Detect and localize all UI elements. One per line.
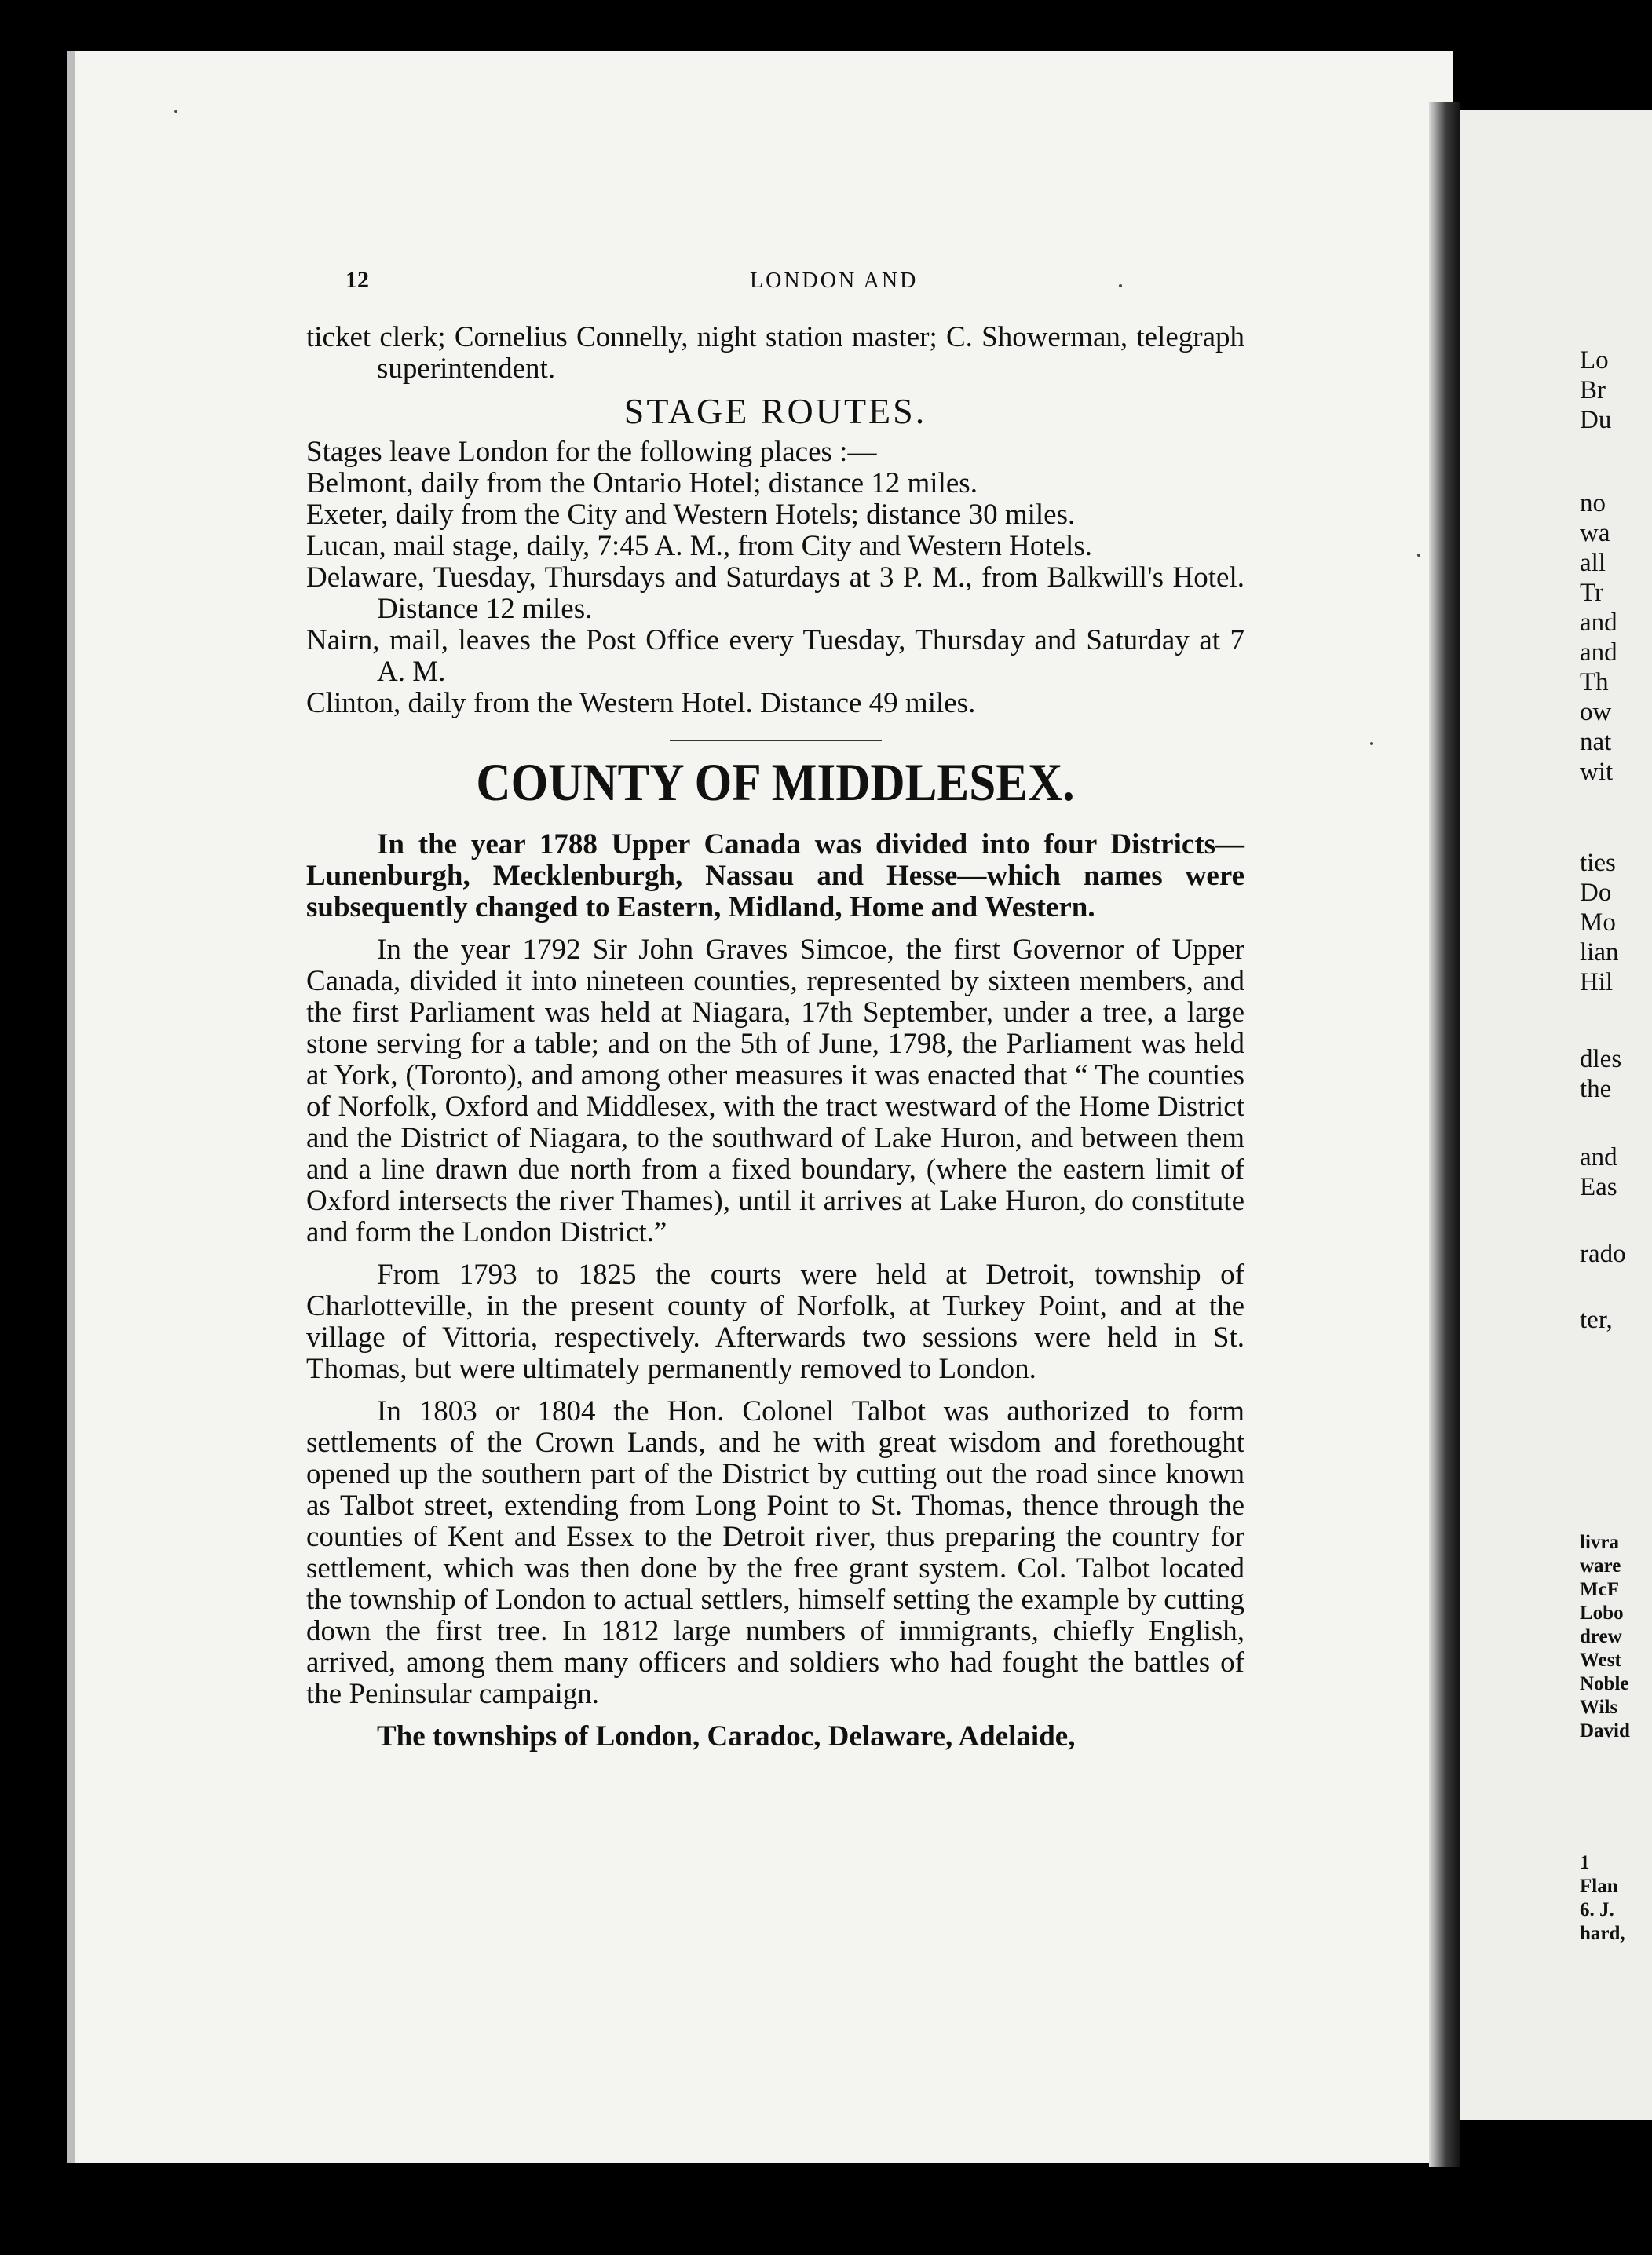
facing-line: wit [1580, 758, 1614, 786]
facing-line: McF [1580, 1579, 1619, 1600]
facing-line: Th [1580, 668, 1609, 696]
continued-paragraph: ticket clerk; Cornelius Connelly, night station master; C. Showerman, telegraph superintendent. [306, 321, 1244, 385]
facing-line: lian [1580, 938, 1619, 967]
route-entry: Nairn, mail, leaves the Post Office every Tuesday, Thursday and Saturday at 7 A. M. [306, 624, 1244, 688]
facing-line: drew [1580, 1626, 1622, 1647]
facing-line: ter, [1580, 1306, 1613, 1334]
facing-line: hard, [1580, 1923, 1625, 1944]
facing-line: ow [1580, 698, 1612, 726]
facing-line: Flan [1580, 1876, 1618, 1897]
facing-page-fragments [1580, 1044, 1652, 1104]
facing-line: Lobo [1580, 1603, 1624, 1624]
facing-page-fragments [1580, 1531, 1652, 1743]
facing-line: Du [1580, 406, 1612, 434]
facing-line: Do [1580, 879, 1612, 907]
route-entry: Lucan, mail stage, daily, 7:45 A. M., from City and Western Hotels. [306, 530, 1092, 562]
facing-line: Mo [1580, 908, 1616, 937]
route-entry: Delaware, Tuesday, Thursdays and Saturdays at 3 P. M., from Balkwill's Hotel. Distance 12 miles. [306, 561, 1244, 625]
county-heading: COUNTY OF MIDDLESEX. [476, 752, 1075, 812]
facing-page-fragments [1580, 1851, 1652, 1946]
paper-speck [1370, 742, 1373, 745]
facing-line: Eas [1580, 1173, 1617, 1201]
facing-line: ware [1580, 1555, 1621, 1577]
facing-line: Hil [1580, 968, 1614, 996]
facing-line: 6. J. [1580, 1899, 1614, 1921]
facing-page-fragments [1580, 1142, 1652, 1202]
facing-page-fragments [1580, 345, 1652, 435]
facing-line: Tr [1580, 579, 1603, 607]
facing-line: David [1580, 1720, 1630, 1742]
facing-line: 1 [1580, 1852, 1590, 1873]
page-header [345, 267, 1366, 298]
facing-line: and [1580, 638, 1617, 667]
facing-line: West [1580, 1650, 1621, 1671]
county-paragraph: In the year 1788 Upper Canada was divided into four Districts—Lunenburgh, Mecklenburgh, Nassau and Hesse—which names were subsequently changed to Eastern, Midland, Home and Western. [306, 828, 1244, 923]
page-text [306, 322, 1244, 1752]
running-head: LONDON AND [750, 269, 919, 293]
facing-line: rado [1580, 1240, 1626, 1268]
facing-line: wa [1580, 519, 1610, 547]
stage-routes-heading: STAGE ROUTES. [623, 391, 927, 431]
book-gutter [1429, 102, 1460, 2167]
facing-line: Noble [1580, 1673, 1629, 1694]
route-entry: Belmont, daily from the Ontario Hotel; distance 12 miles. [306, 467, 978, 499]
facing-line: nat [1580, 728, 1612, 756]
facing-line: Br [1580, 376, 1606, 404]
facing-line: no [1580, 489, 1606, 517]
county-paragraph: From 1793 to 1825 the courts were held at Detroit, township of Charlotteville, in the present county of Norfolk, at Turkey Point, and at the village of Vittoria, respectively. Afterwards two sessions were held in St. Thomas, but were ultimately permanently removed to London. [306, 1259, 1244, 1385]
facing-page-fragments [1580, 1305, 1652, 1335]
facing-line: dles [1580, 1045, 1622, 1073]
section-divider [670, 740, 882, 741]
facing-line: all [1580, 549, 1606, 577]
route-entry: Clinton, daily from the Western Hotel. Distance 49 miles. [306, 687, 976, 719]
facing-line: the [1580, 1075, 1612, 1103]
facing-line: and [1580, 1143, 1617, 1171]
facing-page-fragments [1580, 1239, 1652, 1269]
paper-speck [1417, 554, 1420, 557]
facing-line: Lo [1580, 346, 1609, 375]
stage-routes-intro: Stages leave London for the following places :— [306, 436, 877, 468]
facing-line: Wils [1580, 1697, 1618, 1718]
route-entry: Exeter, daily from the City and Western Hotels; distance 30 miles. [306, 499, 1076, 531]
county-paragraph: The townships of London, Caradoc, Delaware, Adelaide, [377, 1720, 1076, 1752]
county-paragraph: In the year 1792 Sir John Graves Simcoe, the first Governor of Upper Canada, divided it into nineteen counties, represented by sixteen members, and the first Parliament was held at Niagara, 17th September, under a tree, a large stone serving for a table; and on the 5th of June, 1798, the Parliament was held at York, (Toronto), and among other measures it was enacted that “ The counties of Norfolk, Oxford and Middlesex, with the tract westward of the Home District and the District of Niagara, to the southward of Lake Huron, and between them and a line drawn due north from a fixed boundary, (where the eastern limit of Oxford intersects the river Thames), until it arrives at Lake Huron, do constitute and form the London District.” [306, 934, 1244, 1248]
facing-line: livra [1580, 1532, 1619, 1553]
facing-line: ties [1580, 849, 1616, 877]
county-paragraph: In 1803 or 1804 the Hon. Colonel Talbot was authorized to form settlements of the Crown Lands, and he with great wisdom and forethought opened up the southern part of the District by cutting out the road since known as Talbot street, extending from Long Point to St. Thomas, thence through the counties of Kent and Essex to the Detroit river, thus preparing the country for settlement, which was then done by the free grant system. Col. Talbot located the township of London to actual settlers, himself setting the example by cutting down the first tree. In 1812 large numbers of immigrants, chiefly English, arrived, among them many officers and soldiers who had fought the battles of the Peninsular campaign. [306, 1395, 1244, 1710]
facing-page-fragments [1580, 488, 1652, 787]
facing-line: and [1580, 609, 1617, 637]
paper-speck [174, 110, 177, 113]
page-number: 12 [345, 267, 369, 293]
facing-page-fragments [1580, 848, 1652, 997]
